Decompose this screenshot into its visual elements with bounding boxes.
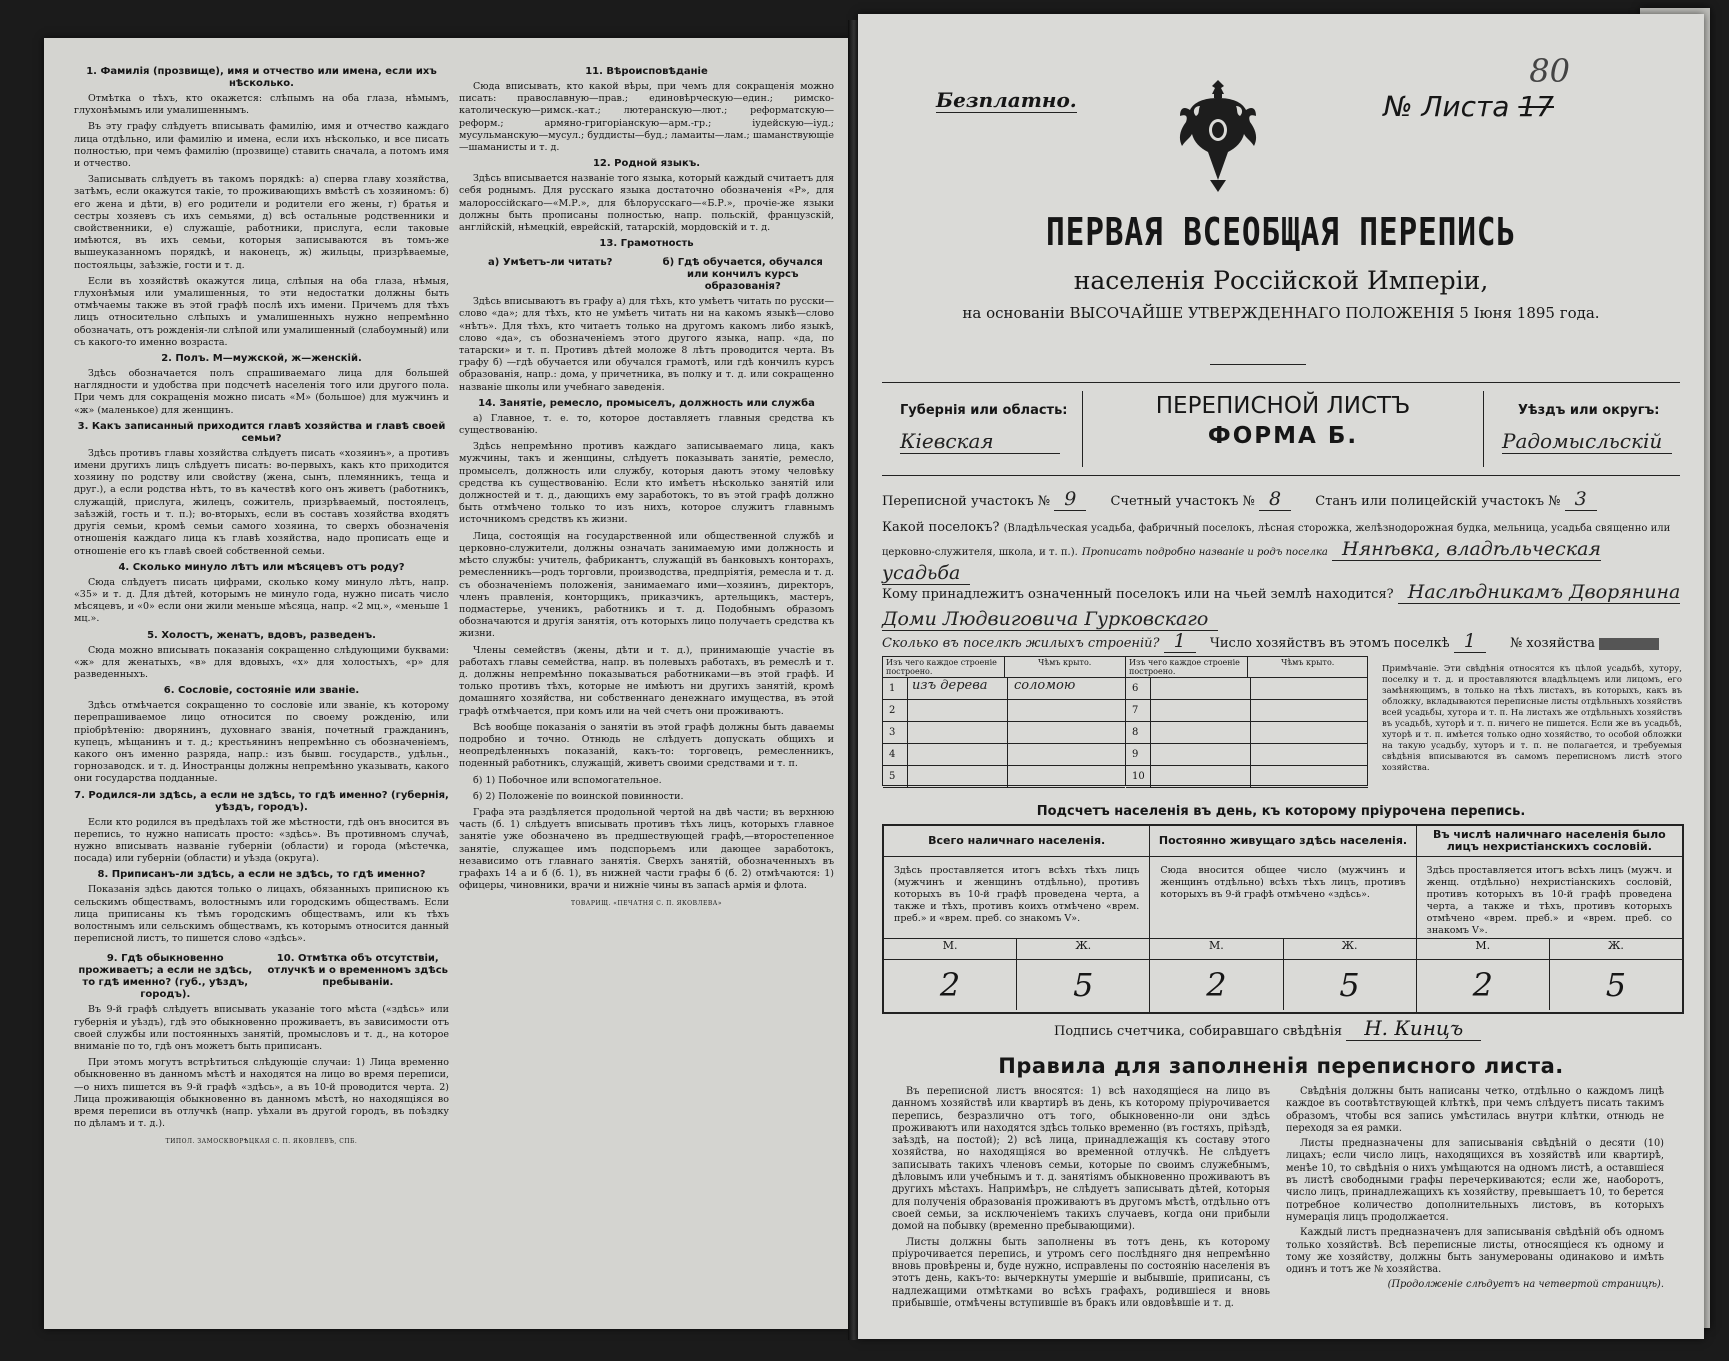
dwellings-table-right	[1125, 657, 1368, 785]
household-no-redacted	[1599, 638, 1659, 650]
male-label: М.	[1475, 939, 1491, 952]
count-section-value: 8	[1259, 488, 1291, 511]
form-code: ФОРМА Б.	[1207, 423, 1359, 449]
rules-title: Правила для заполненія переписного листа.	[998, 1054, 1564, 1078]
dwelling-material	[907, 700, 1007, 721]
section-heading: 11. Вѣроисповѣданіе	[585, 66, 708, 77]
enumerator-signature-value: Н. Кинцъ	[1346, 1016, 1481, 1041]
instruction-paragraph: Въ 9-й графѣ слѣдуетъ вписывать указаніе того мѣста («здѣсь» или губернія и уѣздъ), гдѣ это обыкновенно проживаетъ, въ зависимости отъ своей службы или постоянныхъ занятій, промысловъ и т. д., на которое вниманіе по то, гдѣ онъ можетъ быть приписанъ.	[74, 1004, 449, 1052]
province-label: Губернія или область:	[900, 403, 1068, 418]
instruction-paragraph: Сюда слѣдуетъ писать цифрами, сколько кому минуло лѣтъ, напр. «35» и т. д. Для дѣтей, которымъ не минуло года, нужно писать число мѣсяцевъ, и «0» если они жили меньше мѣсяца, напр. «2 мц.», «меньше 1 мц.».	[74, 576, 449, 625]
census-section-label: Переписной участокъ №	[882, 494, 1051, 509]
dwelling-number: 2	[889, 705, 896, 716]
dwelling-number: 6	[1132, 683, 1139, 694]
dwelling-material	[1150, 700, 1250, 721]
dwellings-table-left	[883, 657, 1125, 785]
section-heading: 6. Сословіе, состояніе или званіе.	[163, 685, 360, 697]
sheet-title-box	[1082, 391, 1484, 467]
district-value: Радомысльскій	[1502, 429, 1672, 454]
male-count: 2	[939, 966, 961, 1004]
population-count-title: Подсчетъ населенія въ день, къ которому пріурочена перепись.	[1036, 804, 1526, 819]
rule-paragraph: Свѣдѣнія должны быть написаны четко, отдѣльно о каждомъ лицѣ каждое въ соотвѣтствующей клѣткѣ, при чемъ слѣдуетъ писать такимъ образомъ, чтобы вся запись умѣстилась внутри клѣтки, отнюдь не переходя за ея рамки.	[1286, 1086, 1664, 1134]
left-page	[44, 38, 850, 1329]
instruction-paragraph: Лица, состоящія на государственной или общественной службѣ и церковно-служители, должны означать занимаемую ими должность и мѣсто службы: учитель, фабрикантъ, служащій въ банковыхъ конторахъ, ремесленникъ—родъ торговли, производства, предпріятія, ремесла и т. д. съ обозначеніемъ положенія, занимаемаго ими—хозяинъ, директоръ, членъ правленія, конторщикъ, приказчикъ, артельщикъ, мастеръ, подмастерье, ученикъ, работникъ и т. д. Подобнымъ образомъ обозначаются и другія занятія, отъ которыхъ лицо получаетъ средства къ жизни.	[459, 530, 834, 640]
note: Примѣчаніе. Эти свѣдѣнія относятся къ цѣлой усадьбѣ, хутору, поселку и т. д. и проставляются владѣльцемъ или лицомъ, его замѣняющимъ, в только на тѣхъ листахъ, въ которыхъ, какъ въ обложку, вкладываются переписные листы отдѣльныхъ хозяйствъ всей усадьбы, хутора и т. п. На листахъ же отдѣльныхъ хозяйствъ въ усадьбѣ, хуторѣ и т. п. ничего не пишется. Если же въ усадьбѣ, хуторѣ и т. п. имѣется только одно хозяйство, то особой обложки на такую усадьбу, хуторъ и т. п. не полагается, и требуемыя свѣдѣнія вписываются въ самомъ переписномъ листѣ этого хозяйства.	[1382, 664, 1682, 773]
sheet-number-value: 17	[1518, 90, 1554, 123]
dwelling-roof	[1250, 722, 1368, 743]
rule-paragraph: Листы предназначены для записыванія свѣдѣній о десяти (10) лицахъ; если число лицъ, находящихся въ хозяйствѣ или квартирѣ, менѣе 10, то свѣдѣнія о нихъ умѣщаются на одномъ листѣ, а оставшіеся въ листѣ свободными графы перечеркиваются; если же, наоборотъ, число лицъ, принадлежащихъ къ хозяйству, превышаетъ 10, то берется потребное количество дополнительныхъ листовъ, въ которыхъ нумерація лицъ продолжается.	[1286, 1138, 1664, 1223]
printer-imprint: ТИПОЛ. ЗАМОСКВОРѢЦКАЯ С. П. ЯКОВЛЕВЪ, СПБ.	[165, 1138, 358, 1146]
female-count: 5	[1283, 960, 1416, 1010]
rule-paragraph: Въ переписной листъ вносятся: 1) всѣ находящіеся на лицо въ данномъ хозяйствѣ или квартирѣ въ день, къ которому пріурочивается перепись, безразлично отъ того, обыкновенно-ли они здѣсь проживаютъ или находятся здѣсь только временно (въ гостяхъ, пріѣздѣ, заѣздѣ, на постой); 2) всѣ лица, принадлежащія къ составу этого хозяйства, но находящіяся во временной отлучкѣ. Не слѣдуетъ записывать такихъ членовъ семьи, которые по своимъ служебнымъ, дѣловымъ или учебнымъ и т. д. занятіямъ обыкновенно проживаютъ въ другихъ мѣстахъ. Напримѣръ, не слѣдуетъ записывать дѣтей, которыя для полученія образованія проживаютъ въ другомъ мѣстѣ, отдѣльно отъ своей семьи, за исключеніемъ такихъ случаевъ, когда они прибыли домой на побывку (временно пребывающими).	[892, 1086, 1270, 1233]
instruction-paragraph: Здѣсь вписывается названіе того языка, который каждый считаетъ для себя роднымъ. Для русскаго языка достаточно обозначенія «Р», для малороссійскаго—«М.Р.», для бѣлорусскаго—«Б.Р.», прочіе-же языки должны быть прописаны полностью, напр. польскій, французскій, англійскій, нѣмецкій, еврейскій, татарскій, мордовскій и т. д.	[459, 173, 834, 234]
dwelling-material	[907, 722, 1007, 743]
dwellings-header	[883, 657, 1125, 678]
instruction-paragraph: Здѣсь отмѣчается сокращенно то сословіе или званіе, къ которому перепрашиваемое лицо относится по своему рожденію, или пріобрѣтенію: дворянинъ, духовнаго званія, почетный гражданинъ, купецъ, мѣщанинъ и т. д.; крестьянинъ непремѣнно съ обозначеніемъ, какого онъ именно разряда, напр.: изъ бывш. государств., удѣльн., горнозаводск. и т. д. Иностранцы должны непремѣнно указывать, какого они государства подданные.	[74, 700, 449, 785]
dwelling-roof	[1250, 700, 1368, 721]
instructions-column-2	[459, 62, 834, 911]
instruction-paragraph: Отмѣтка о тѣхъ, кто окажется: слѣпымъ на оба глаза, нѣмымъ, глухонѣмымъ или умалишеннымъ.	[74, 93, 449, 117]
dwelling-material	[1150, 722, 1250, 743]
count-column-description: Здѣсь проставляется итогъ всѣхъ тѣхъ лицъ (мужчинъ и женщинъ отдѣльно), противъ которыхъ въ 10-й графѣ проведена черта, а также и тѣхъ, противъ коихъ отмѣчено «врем. преб.» и «врем. преб. со знакомъ V».	[884, 857, 1149, 939]
male-count: 2	[1472, 966, 1493, 1004]
instruction-paragraph: Здѣсь обозначается полъ спрашиваемаго лица для большей наглядности и удобства при подсчетѣ населенія того или другого пола. При чемъ для сокращенія можно писать «М» (большое) для мужчинъ и «ж» (маленькое) для женщинъ.	[74, 368, 449, 416]
household-no-label: № хозяйства	[1509, 636, 1596, 651]
instruction-paragraph: Всѣ вообще показанія о занятіи въ этой графѣ должны быть даваемы подробно и точно. Отнюдь не слѣдуетъ допускать общихъ и неопредѣленныхъ показаній, какъ-то: торговецъ, ремесленникъ, поденный работникъ, служащій, живетъ своими средствами и т. п.	[459, 721, 834, 770]
dwelling-material	[1150, 744, 1250, 765]
dwelling-number: 9	[1132, 749, 1139, 760]
handwritten-page-number: 80	[1529, 52, 1570, 90]
instruction-paragraph: Въ эту графу слѣдуетъ вписывать фамилію, имя и отчество каждаго лица отдѣльно, или фамилію и имена, если ихъ нѣсколько, и все писать полностью, при чемъ фамилію (прозвище) ставить сначала, а потомъ имя и отчество.	[74, 121, 449, 170]
rule-paragraph: Листы должны быть заполнены въ тотъ день, къ которому пріурочивается перепись, и утромъ сего послѣдняго дня непремѣнно вновь провѣрены и, буде нужно, исправлены по состоянію населенія въ этотъ день, какъ-то: вычеркнуты умершіе и выбывшіе, приписаны, съ надлежащими отмѣтками во всѣхъ графахъ, родившіеся и вновь прибывшіе, отмѣчены вступившіе въ бракъ или овдовѣвшіе и т. д.	[892, 1236, 1270, 1310]
population-count-table	[882, 824, 1684, 1014]
dwelling-roof	[1007, 766, 1125, 787]
main-title: ПЕРВАЯ ВСЕОБЩАЯ ПЕРЕПИСЬ	[1046, 210, 1516, 254]
dwelling-row	[883, 766, 1125, 788]
dwelling-row	[883, 700, 1125, 722]
instruction-paragraph: Здѣсь непремѣнно противъ каждаго записываемаго лица, какъ мужчины, такъ и женщины, слѣдуетъ показывать занятіе, ремесло, промыселъ, должность или службу, которыя даютъ этому человѣку средства къ существованію. Если кто имѣетъ нѣсколько занятій или должностей и т. д., дающихъ ему заработокъ, то въ этой графѣ должно быть отмѣчено только то изъ нихъ, которое служитъ главнымъ источникомъ средствъ къ жизни.	[459, 441, 834, 526]
census-form-page	[858, 14, 1704, 1339]
female-label: Ж.	[1549, 939, 1682, 959]
subsection	[459, 253, 642, 296]
dwelling-row	[1126, 744, 1368, 766]
female-label: Ж.	[1016, 939, 1149, 959]
printer-imprint: ТОВАРИЩ. «ПЕЧАТНЯ С. П. ЯКОВЛЕВА»	[570, 900, 723, 908]
rules-column-2	[1286, 1086, 1664, 1295]
rule-paragraph: Каждый листъ предназначенъ для записыванія свѣдѣній объ одномъ только хозяйствѣ. Всѣ переписные листы, относящіеся къ одному и тому же хозяйству, должны быть занумерованы одинаково и имѣть одинъ и тотъ же № хозяйства.	[1286, 1227, 1664, 1276]
subsection	[74, 949, 257, 1004]
instruction-paragraph: б) 2) Положеніе по воинской повинности.	[473, 790, 684, 802]
instruction-paragraph: Здѣсь противъ главы хозяйства слѣдуетъ писать «хозяинъ», а противъ имени другихъ лицъ слѣдуетъ писать: во-первыхъ, какъ кто приходится хозяину по родству или свойству (жена, сынъ, племянникъ, теща и друг.), а если родства нѣтъ, то въ качествѣ кого онъ живетъ (работникъ, служащій, прислуга, жилецъ, сожитель, призрѣваемый, постоялецъ, заѣзжій, гость и т. п.); во-вторыхъ, если въ составъ хозяйства входятъ другія семьи, кромѣ семьи самого хозяина, то сверхъ обозначенія отношенія каждаго лица къ главѣ хозяйства, надо прописать еще и отношеніе его къ главѣ своей собственной семьи.	[74, 447, 449, 557]
owner-line	[882, 580, 1682, 634]
dwelling-roof	[1250, 744, 1368, 765]
stan-value: 3	[1565, 488, 1597, 511]
count-values-row	[1417, 960, 1682, 1010]
dwelling-material	[1150, 766, 1250, 787]
main-subtitle: населенія Россійской Имперіи,	[1073, 266, 1489, 295]
owner-value: Наслѣдникамъ Дворянина Доми Людвиговича Гурковскаго	[882, 581, 1681, 630]
subsection-pair	[74, 949, 449, 1004]
dwellings-count-value: 1	[1164, 630, 1196, 653]
instruction-paragraph: Члены семействъ (жены, дѣти и т. д.), принимающіе участіе въ работахъ главы семейства, напр. въ полевыхъ работахъ, въ ремеслѣ и т. д. должны непремѣнно показываться работниками—въ этой графѣ. И только противъ тѣхъ, которые не имѣютъ ни другихъ занятій, кромѣ домашняго хозяйства, ни собственнаго денежнаго имущества, въ этой графѣ отмѣчается, при комъ или на чей счетъ они проживаютъ.	[459, 644, 834, 717]
dwelling-number: 1	[889, 683, 896, 694]
instruction-paragraph: При этомъ могутъ встрѣтиться слѣдующіе случаи: 1) Лица временно обыкновенно въ данномъ мѣстѣ и находятся на лицо во время переписи,—о нихъ пишется въ 9-й графѣ «здѣсь», а въ 10-й проводится черта. 2) Лица проживающія обыкновенно въ данномъ мѣстѣ, но находящіяся во время переписи въ отлучкѣ (напр. уѣхали въ другой городъ, въ поѣздку по дѣламъ и т. д.).	[74, 1057, 449, 1130]
dwelling-number: 8	[1132, 727, 1139, 738]
dwelling-material	[907, 766, 1007, 787]
district-label: Уѣздъ или округъ:	[1518, 403, 1660, 418]
instruction-paragraph: Если кто родился въ предѣлахъ той же мѣстности, гдѣ онъ вносится въ перепись, то нужно написать просто: «здѣсь». Въ противномъ случаѣ, нужно вписывать названіе губерніи (области) и города (мѣстечка, посада) или губерніи (области) и уѣзда (округа).	[74, 816, 449, 865]
section-heading: 2. Полъ. М—мужской, ж—женскій.	[161, 353, 362, 365]
female-label: Ж.	[1283, 939, 1416, 959]
dwelling-number: 7	[1132, 705, 1139, 716]
sex-header-row	[1150, 939, 1415, 960]
dwelling-row	[1126, 678, 1368, 700]
stan-label: Станъ или полицейскій участокъ №	[1315, 494, 1561, 509]
section-heading: 8. Приписанъ-ли здѣсь, а если не здѣсь, то гдѣ именно?	[97, 869, 426, 881]
instruction-paragraph: Показанія здѣсь даются только о лицахъ, обязанныхъ приписною къ сельскимъ обществамъ, волостнымъ или городскимъ обществамъ. Если лица приписаны къ тѣмъ городскимъ обществамъ, или къ тѣхъ волостнымъ или сельскимъ обществамъ, къ которымъ относится данный переписной листъ, то пишется слово «здѣсь».	[74, 884, 449, 945]
settlement-hint-2: Прописать подробно названіе и родъ поселка	[1081, 547, 1328, 558]
subsection	[267, 949, 450, 1004]
instruction-paragraph: Графа эта раздѣляется продольной чертой на двѣ части; въ верхнюю часть (б. 1) слѣдуетъ вписывать противъ тѣхъ лицъ, которыхъ главное занятіе уже обозначено въ предшествующей графѣ,—второстепенное занятіе, служащее имъ подспорьемъ или дающее заработокъ, независимо отъ главнаго занятія. Сверхъ занятій, обозначенныхъ въ графахъ 14 а и б (б. 1), въ нижней части графы б (б. 2) отмѣчаются: 1) офицеры, чиновники, врачи и нижніе чины въ запасѣ армія и флота.	[459, 806, 834, 892]
section-heading: 13. Грамотность	[599, 238, 694, 250]
count-column	[884, 826, 1149, 1012]
count-column-title: Всего наличнаго населенія.	[884, 826, 1149, 857]
sheet-title: ПЕРЕПИСНОЙ ЛИСТЪ	[1155, 393, 1411, 419]
dwellings-table	[882, 656, 1368, 786]
sheet-number	[1383, 90, 1554, 123]
section-heading: 3. Какъ записанный приходится главѣ хозяйства и главѣ своей семьи?	[77, 420, 446, 444]
households-value: 1	[1454, 630, 1486, 653]
dwelling-roof: соломою	[1007, 678, 1125, 699]
female-count: 5	[1549, 960, 1682, 1010]
count-column-description: Здѣсь проставляется итогъ всѣхъ лицъ (мужч. и женщ. отдѣльно) нехристіанскихъ сословій, противъ которыхъ въ 10-й графѣ проведена черта, а также и тѣхъ, противъ которыхъ отмѣчено «врем. преб.» и «врем. преб. со знакомъ V».	[1417, 857, 1682, 939]
legal-basis: на основаніи ВЫСОЧАЙШЕ УТВЕРЖДЕННАГО ПОЛОЖЕНІЯ 5 Іюня 1895 года.	[962, 304, 1600, 322]
subsection-pair	[459, 253, 834, 296]
dwelling-number: 10	[1132, 771, 1145, 782]
settlement-value: Нянѣвка, владѣльческая усадьба	[882, 538, 1601, 584]
section-heading: 4. Сколько минуло лѣтъ или мѣсяцевъ отъ роду?	[118, 561, 405, 573]
rules-column-1	[892, 1086, 1270, 1313]
section-heading: 10. Отмѣтка объ отсутствіи, отлучкѣ и о временномъ здѣсь пребываніи.	[267, 953, 448, 989]
dwelling-roof	[1007, 744, 1125, 765]
count-column-title: Въ числѣ наличнаго населенія было лицъ нехристіанскихъ сословій.	[1417, 826, 1682, 857]
dwelling-number: 3	[889, 727, 896, 738]
households-label: Число хозяйствъ въ этомъ поселкѣ	[1209, 636, 1450, 651]
female-count: 5	[1016, 960, 1149, 1010]
dwelling-number: 5	[889, 771, 896, 782]
dwelling-roof	[1250, 766, 1368, 787]
roof-header: Чѣмъ крыто.	[1247, 657, 1369, 677]
dwelling-roof	[1007, 700, 1125, 721]
section-heading: 5. Холостъ, женатъ, вдовъ, разведенъ.	[147, 629, 376, 641]
sex-header-row	[884, 939, 1149, 960]
dwelling-row	[883, 722, 1125, 744]
double-headed-eagle-icon	[1174, 76, 1262, 196]
dwellings-count-label: Сколько въ поселкѣ жилыхъ строеній?	[882, 636, 1160, 651]
dwelling-material: изъ дерева	[907, 678, 1007, 699]
enumerator-signature-label: Подпись счетчика, собиравшаго свѣдѣнія	[1054, 1024, 1343, 1039]
male-label: М.	[1209, 939, 1224, 952]
sheet-number-label: № Листа	[1383, 90, 1510, 123]
dwellings-header	[1126, 657, 1368, 678]
instructions-column-1	[74, 62, 449, 1149]
count-column-description: Сюда вносится общее число (мужчинъ и женщинъ отдѣльно) всѣхъ тѣхъ лицъ, противъ которыхъ въ 9-й графѣ отмѣчено «здѣсь».	[1150, 857, 1415, 939]
section-heading: а) Умѣетъ-ли читать?	[488, 257, 613, 269]
dwelling-row	[883, 678, 1125, 700]
form-header	[882, 382, 1680, 476]
instruction-paragraph: Здѣсь вписываютъ въ графу а) для тѣхъ, кто умѣетъ читать по русски—слово «да»; для тѣхъ, кто не умѣетъ читать ни на какомъ языкѣ—слово «нѣтъ». Для тѣхъ, кто читаетъ только на другомъ какомъ либо языкѣ, слово «да», съ обозначеніемъ этого другого языка, напр. «да, по татарски» и т. п. Противъ дѣтей моложе 8 лѣтъ проводится черта. Въ графу б) —гдѣ обучается или обучался грамотѣ, или гдѣ кончилъ курсъ образованія, напр.: дома, у причетника, въ полку и т. д. или сокращенно названіе школы или учебнаго заведенія.	[459, 296, 834, 393]
census-section-value: 9	[1054, 488, 1086, 511]
male-count: 2	[1206, 966, 1227, 1004]
sex-header-row	[1417, 939, 1682, 960]
households-line	[882, 630, 1682, 652]
dwelling-material	[907, 744, 1007, 765]
sections-line	[882, 488, 1682, 510]
dwelling-material	[1150, 678, 1250, 699]
rule-paragraph: (Продолженіе слѣдуетъ на четвертой страницѣ).	[1387, 1279, 1664, 1291]
instruction-paragraph: Записывать слѣдуетъ въ такомъ порядкѣ: а) сперва главу хозяйства, затѣмъ, если окажутся такіе, то проживающихъ вмѣстѣ съ хозяиномъ: б) его жена и дѣти, в) его родители и родители его жены, г) братья и сестры хозяевъ съ ихъ семьями, д) всѣ остальные родственники и свойственники, е) служащіе, работники, прислуга, если таковые имѣются, въ ихъ семьи, которыя записываются въ томъ-же вышеуказанномъ порядкѣ, и наконецъ, ж) жильцы, призрѣваемые, постояльцы, заѣзжіе, гости и т. д.	[74, 174, 449, 271]
count-values-row	[1150, 960, 1415, 1010]
section-heading: 9. Гдѣ обыкновенно проживаетъ; а если не здѣсь, то гдѣ именно? (губ., уѣздъ, городъ).	[78, 953, 253, 1001]
dwelling-row	[883, 744, 1125, 766]
settlement-line	[882, 518, 1682, 586]
dwelling-roof	[1250, 678, 1368, 699]
count-values-row	[884, 960, 1149, 1010]
count-column	[1149, 826, 1415, 1012]
free-label: Безплатно.	[936, 88, 1077, 112]
instruction-paragraph: Сюда можно вписывать показанія сокращенно слѣдующими буквами: «ж» для женатыхъ, «в» для вдовыхъ, «х» для холостыхъ, «р» для разведенныхъ.	[74, 644, 449, 680]
divider	[1210, 364, 1306, 365]
instruction-paragraph: Если въ хозяйствѣ окажутся лица, слѣпыя на оба глаза, нѣмыя, глухонѣмыя или умалишенныя, то эти недостатки должны быть отмѣчаемы также въ этой графѣ послѣ ихъ имени. Причемъ для тѣхъ лицъ относительно слѣпыхъ и умалишенныхъ нужно непремѣнно обозначать, отъ рожденія-ли слѣпой или умалишенный (слабоумный) или съ какого-то именно возраста.	[74, 275, 449, 348]
dwelling-row	[1126, 700, 1368, 722]
section-heading: 12. Родной языкъ.	[592, 158, 701, 170]
subsection	[652, 253, 835, 296]
count-column-title: Постоянно живущаго здѣсь населенія.	[1150, 826, 1415, 857]
instruction-paragraph: б) 1) Побочное или вспомогательное.	[473, 774, 662, 786]
dwelling-row	[1126, 766, 1368, 788]
instruction-paragraph: а) Главное, т. е. то, которое доставляетъ главныя средства къ существованію.	[459, 412, 834, 437]
dwelling-row	[1126, 722, 1368, 744]
settlement-label: Какой поселокъ?	[882, 520, 1000, 535]
owner-label: Кому принадлежитъ означенный поселокъ или на чьей землѣ находится?	[882, 587, 1394, 602]
roof-header: Чѣмъ крыто.	[1004, 657, 1126, 677]
enumerator-signature-line	[1054, 1016, 1481, 1040]
settlement-hint: (Владѣльческая усадьба, фабричный поселокъ, лѣсная сторожка, желѣзнодорожная будка, мельница, усадьба священно или церковно-служителя, школа, и т. п.).	[882, 523, 1671, 558]
section-heading: 7. Родился-ли здѣсь, а если не здѣсь, то гдѣ именно? (губернія, уѣздъ, городъ).	[74, 789, 449, 813]
section-heading: б) Гдѣ обучается, обучался или кончилъ курсъ образованія?	[662, 257, 823, 293]
dwelling-number: 4	[889, 749, 896, 760]
count-section-label: Счетный участокъ №	[1110, 494, 1255, 509]
dwelling-roof	[1007, 722, 1125, 743]
instruction-paragraph: Сюда вписывать, кто какой вѣры, при чемъ для сокращенія можно писать: православную—прав.; единовѣрческую—един.; римско-католическую—римск.-кат.; лютеранскую—лют.; реформатскую—реформ.; армяно-григоріанскую—арм.-гр.; іудейскую—іуд.; мусульманскую—мусул.; буддисты—буд.; ламаиты—лам.; шаманствующіе—шаманисты и т. д.	[459, 81, 834, 154]
province-value: Кіевская	[900, 429, 1060, 454]
material-header: Изъ чего каждое строеніе построено.	[1129, 658, 1240, 676]
count-column	[1416, 826, 1682, 1012]
section-heading: 1. Фамилія (прозвище), имя и отчество или имена, если ихъ нѣсколько.	[86, 66, 437, 89]
section-heading: 14. Занятіе, ремесло, промыселъ, должность или служба	[478, 397, 815, 409]
male-label: М.	[942, 939, 958, 952]
material-header: Изъ чего каждое строеніе построено.	[886, 658, 997, 676]
